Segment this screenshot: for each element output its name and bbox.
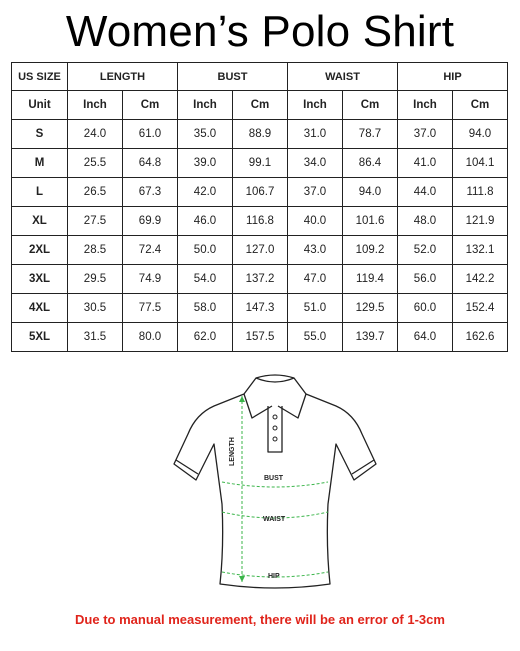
hip-label: HIP	[268, 573, 280, 580]
measurement-cell: 31.5	[68, 323, 123, 352]
size-header-cell: US SIZE	[12, 63, 68, 91]
polo-shirt-diagram	[170, 372, 380, 594]
measurement-lines	[222, 396, 328, 582]
measurement-cell: 40.0	[288, 207, 343, 236]
measurement-cell: 129.5	[343, 294, 398, 323]
measurement-cell: 132.1	[453, 236, 508, 265]
waist-label: WAIST	[263, 516, 286, 523]
size-cell: XL	[12, 207, 68, 236]
measurement-cell: 77.5	[123, 294, 178, 323]
measurement-cell: 139.7	[343, 323, 398, 352]
measurement-cell: 29.5	[68, 265, 123, 294]
size-cell: 4XL	[12, 294, 68, 323]
measurement-cell: 25.5	[68, 149, 123, 178]
measurement-cell: 24.0	[68, 120, 123, 149]
size-row	[12, 236, 508, 265]
size-row	[12, 265, 508, 294]
measurement-cell: 142.2	[453, 265, 508, 294]
unit-label-cell: Unit	[12, 91, 68, 120]
measurement-cell: 127.0	[233, 236, 288, 265]
measurement-cell: 34.0	[288, 149, 343, 178]
measurement-cell: 27.5	[68, 207, 123, 236]
measurement-cell: 162.6	[453, 323, 508, 352]
measurement-cell: 72.4	[123, 236, 178, 265]
group-header-bust: BUST	[178, 63, 288, 91]
measurement-cell: 147.3	[233, 294, 288, 323]
measurement-cell: 64.8	[123, 149, 178, 178]
group-header-hip: HIP	[398, 63, 508, 91]
measurement-cell: 104.1	[453, 149, 508, 178]
unit-cell: Cm	[233, 91, 288, 120]
length-label: LENGTH	[229, 437, 236, 466]
button-icon	[273, 437, 277, 441]
measurement-cell: 50.0	[178, 236, 233, 265]
measurement-cell: 62.0	[178, 323, 233, 352]
measurement-cell: 116.8	[233, 207, 288, 236]
measurement-cell: 37.0	[398, 120, 453, 149]
size-row	[12, 294, 508, 323]
unit-cell: Inch	[178, 91, 233, 120]
measurement-cell: 48.0	[398, 207, 453, 236]
measurement-cell: 86.4	[343, 149, 398, 178]
size-chart-table	[11, 62, 508, 352]
measurement-cell: 121.9	[453, 207, 508, 236]
measurement-cell: 31.0	[288, 120, 343, 149]
unit-cell: Cm	[123, 91, 178, 120]
unit-cell: Cm	[343, 91, 398, 120]
measurement-cell: 37.0	[288, 178, 343, 207]
measurement-cell: 137.2	[233, 265, 288, 294]
measurement-cell: 56.0	[398, 265, 453, 294]
measurement-cell: 78.7	[343, 120, 398, 149]
measurement-cell: 69.9	[123, 207, 178, 236]
bust-measure-line	[222, 482, 328, 487]
measurement-cell: 55.0	[288, 323, 343, 352]
size-cell: S	[12, 120, 68, 149]
unit-cell: Cm	[453, 91, 508, 120]
button-icon	[273, 426, 277, 430]
group-header-length: LENGTH	[68, 63, 178, 91]
size-row	[12, 149, 508, 178]
size-row	[12, 120, 508, 149]
button-icon	[273, 415, 277, 419]
measurement-cell: 42.0	[178, 178, 233, 207]
size-cell: 5XL	[12, 323, 68, 352]
measurement-cell: 26.5	[68, 178, 123, 207]
buttons	[273, 415, 277, 441]
page-title: Women’s Polo Shirt	[65, 7, 455, 56]
size-cell: L	[12, 178, 68, 207]
measurement-cell: 157.5	[233, 323, 288, 352]
size-cell: M	[12, 149, 68, 178]
unit-row	[12, 91, 508, 120]
measurement-cell: 80.0	[123, 323, 178, 352]
arrow-down-icon	[239, 576, 245, 582]
measurement-cell: 43.0	[288, 236, 343, 265]
measurement-cell: 46.0	[178, 207, 233, 236]
measurement-cell: 51.0	[288, 294, 343, 323]
size-row	[12, 207, 508, 236]
unit-cell: Inch	[68, 91, 123, 120]
measurement-cell: 106.7	[233, 178, 288, 207]
measurement-cell: 119.4	[343, 265, 398, 294]
measurement-cell: 30.5	[68, 294, 123, 323]
measurement-cell: 47.0	[288, 265, 343, 294]
unit-cell: Inch	[398, 91, 453, 120]
measurement-cell: 74.9	[123, 265, 178, 294]
arrow-up-icon	[239, 396, 245, 402]
measurement-cell: 67.3	[123, 178, 178, 207]
measurement-cell: 60.0	[398, 294, 453, 323]
measurement-note: Due to manual measurement, there will be an error of 1-3cm	[75, 612, 445, 627]
measurement-cell: 94.0	[343, 178, 398, 207]
size-row	[12, 178, 508, 207]
measurement-cell: 109.2	[343, 236, 398, 265]
size-row	[12, 323, 508, 352]
measurement-cell: 99.1	[233, 149, 288, 178]
measurement-cell: 28.5	[68, 236, 123, 265]
measurement-cell: 52.0	[398, 236, 453, 265]
measurement-cell: 61.0	[123, 120, 178, 149]
group-header-waist: WAIST	[288, 63, 398, 91]
measurement-cell: 64.0	[398, 323, 453, 352]
measurement-cell: 58.0	[178, 294, 233, 323]
size-cell: 3XL	[12, 265, 68, 294]
measurement-cell: 35.0	[178, 120, 233, 149]
bust-label: BUST	[264, 475, 284, 482]
measurement-cell: 54.0	[178, 265, 233, 294]
measurement-cell: 111.8	[453, 178, 508, 207]
measurement-cell: 152.4	[453, 294, 508, 323]
measurement-cell: 101.6	[343, 207, 398, 236]
measurement-cell: 41.0	[398, 149, 453, 178]
unit-cell: Inch	[288, 91, 343, 120]
measurement-cell: 88.9	[233, 120, 288, 149]
size-cell: 2XL	[12, 236, 68, 265]
measurement-cell: 94.0	[453, 120, 508, 149]
measurement-cell: 39.0	[178, 149, 233, 178]
group-header-row	[12, 63, 508, 91]
measurement-cell: 44.0	[398, 178, 453, 207]
